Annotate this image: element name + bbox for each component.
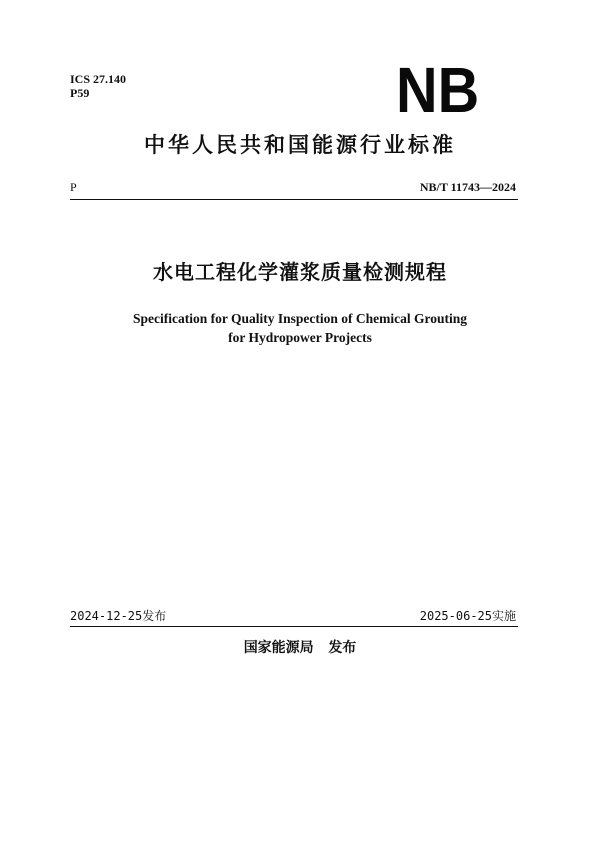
classification-code: P59	[70, 86, 90, 100]
title-english-line1: Specification for Quality Inspection of Chemical Grouting	[133, 311, 467, 326]
issuer-org: 国家能源局	[243, 640, 314, 656]
industry-standard-title: 中华人民共和国能源行业标准	[144, 133, 456, 157]
implementation-date: 2025-06-25实施	[419, 609, 516, 623]
issuer-action: 发布	[328, 640, 357, 656]
title-chinese: 水电工程化学灌浆质量检测规程	[153, 260, 447, 284]
issue-date: 2024-12-25发布	[70, 609, 167, 623]
top-divider	[70, 199, 518, 200]
bottom-divider	[70, 626, 518, 627]
standard-number: NB/T 11743—2024	[419, 180, 516, 194]
ics-block	[70, 72, 126, 100]
title-english-line2: for Hydropower Projects	[228, 330, 372, 345]
title-english	[0, 309, 600, 347]
issuer-line	[0, 639, 600, 657]
class-code: P	[70, 180, 77, 194]
nb-logo: NB	[396, 54, 480, 126]
ics-code: ICS 27.140	[70, 72, 127, 86]
